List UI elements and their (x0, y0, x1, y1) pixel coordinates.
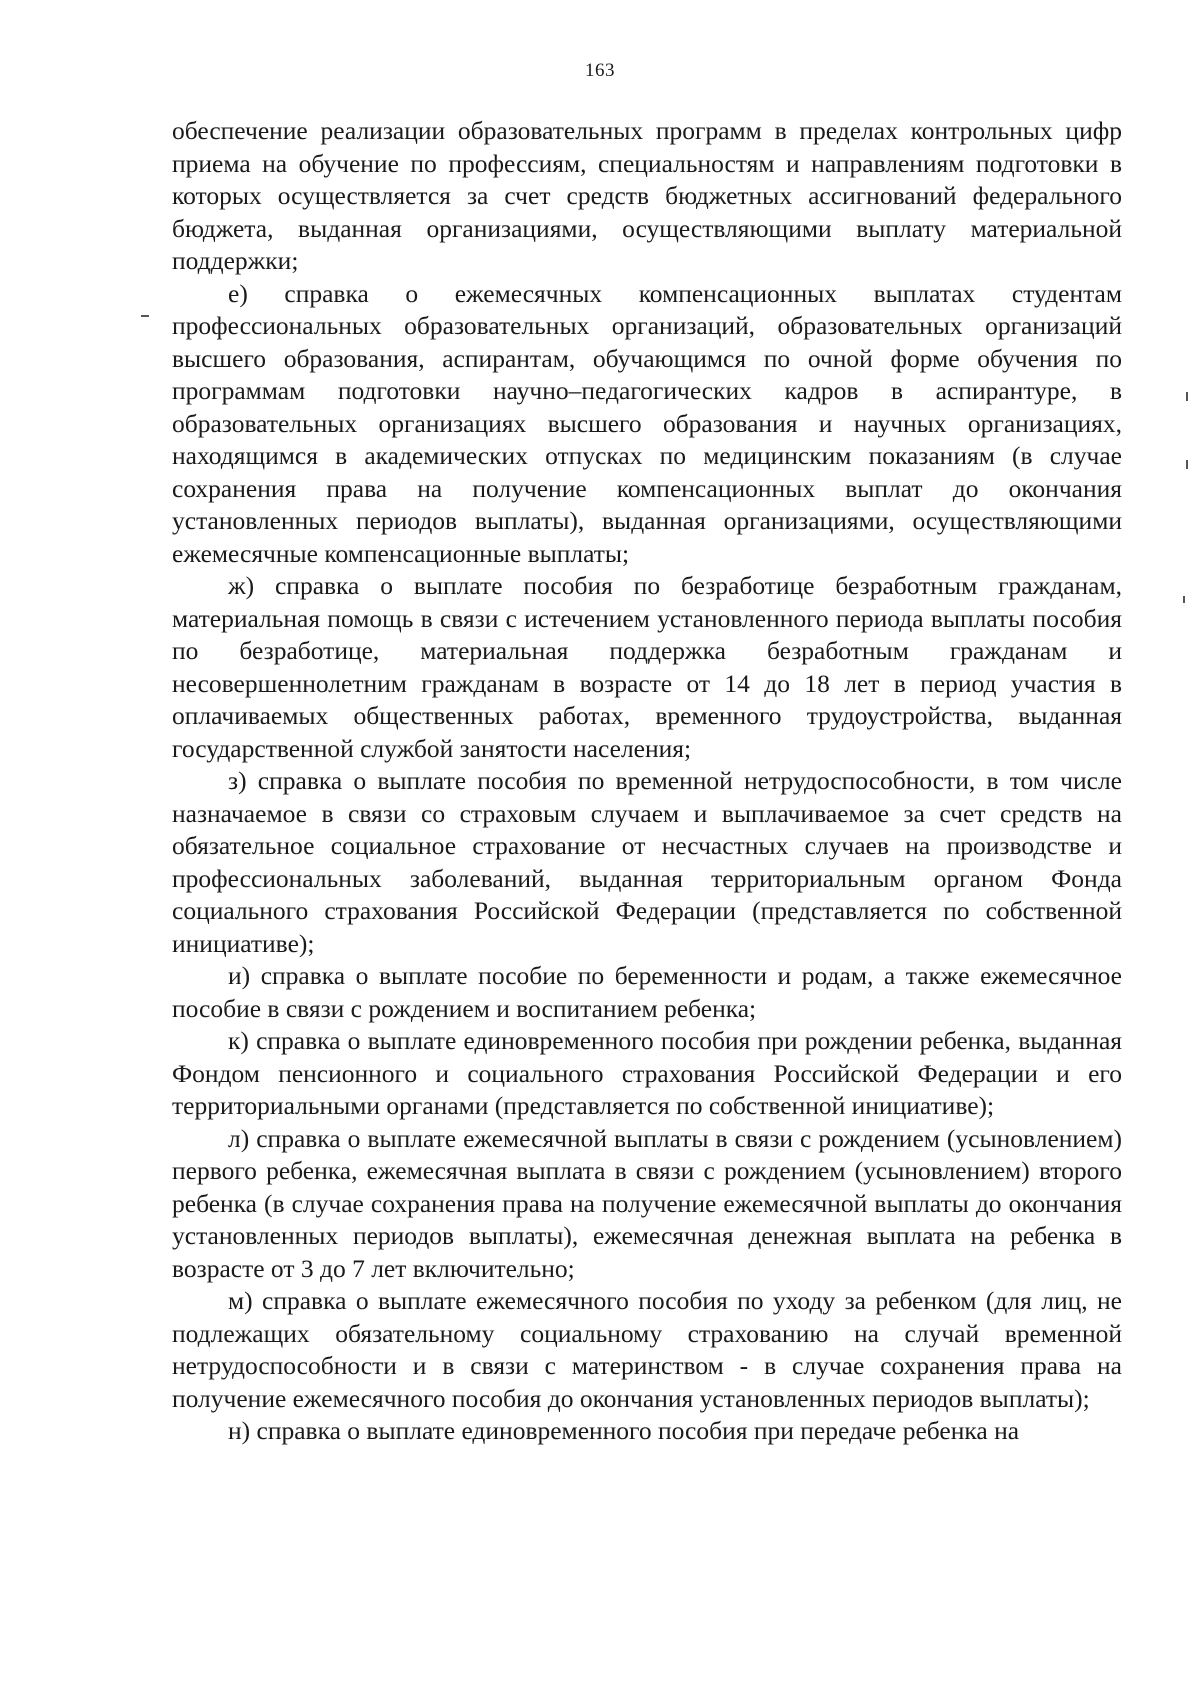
scan-artifact-mark (1186, 392, 1188, 401)
paragraph-item-l: л) справка о выплате ежемесячной выплаты в связи с рождением (усыновлением) первого ребенка, ежемесячная выплата в связи с рождением (усыновлением) второго ребенка (в случае сохранения права на получение ежемесячной выплаты до окончания установленных периодов выплаты), ежемесячная денежная выплата на ребенка в возрасте от 3 до 7 лет включительно; (172, 1123, 1122, 1283)
page-number: 163 (585, 60, 615, 81)
paragraph-item-i: и) справка о выплате пособие по беременности и родам, а также ежемесячное пособие в связи с рождением и воспитанием ребенка; (172, 961, 1122, 1023)
paragraph-item-z: з) справка о выплате пособия по временной нетрудоспособности, в том числе назначаемое в связи со страховым случаем и выплачиваемое за счет средств на обязательное социальное страхование от несчастных случаев на производстве и профессиональных заболеваний, выданная территориальным органом Фонда социального страхования Российской Федерации (представляется по собственной инициативе); (172, 766, 1122, 958)
scan-artifact-mark (1186, 460, 1188, 469)
scan-artifact-mark (141, 315, 149, 317)
document-body (172, 115, 1122, 1448)
paragraph-item-k: к) справка о выплате единовременного пособия при рождении ребенка, выданная Фондом пенсионного и социального страхования Российской Федерации и его территориальными органами (представляется по собственной инициативе); (172, 1026, 1122, 1120)
paragraph-item-e: е) справка о ежемесячных компенсационных выплатах студентам профессиональных образовательных организаций, образовательных организаций высшего образования, аспирантам, обучающимся по очной форме обучения по программам подготовки научно–педагогических кадров в аспирантуре, в образовательных организациях высшего образования и научных организациях, находящимся в академических отпусках по медицинским показаниям (в случае сохранения права на получение компенсационных выплат до окончания установленных периодов выплаты), выданная организациями, осуществляющими ежемесячные компенсационные выплаты; (172, 278, 1122, 568)
paragraph-continuation: обеспечение реализации образовательных программ в пределах контрольных цифр приема на обучение по профессиям, специальностям и направлениям подготовки в которых осуществляется за счет средств бюджетных ассигнований федерального бюджета, выданная организациями, осуществляющими выплату материальной поддержки; (172, 116, 1122, 275)
paragraph-item-zh: ж) справка о выплате пособия по безработице безработным гражданам, материальная помощь в связи с истечением установленного периода выплаты пособия по безработице, материальная поддержка безработным гражданам и несовершеннолетним гражданам в возрасте от 14 до 18 лет в период участия в оплачиваемых общественных работах, временного трудоустройства, выданная государственной службой занятости населения; (172, 571, 1122, 763)
paragraph-item-m: м) справка о выплате ежемесячного пособия по уходу за ребенком (для лиц, не подлежащих обязательному социальному страхованию на случай временной нетрудоспособности и в связи с материнством - в случае сохранения права на получение ежемесячного пособия до окончания установленных периодов выплаты); (172, 1286, 1122, 1413)
scan-artifact-mark (1183, 596, 1185, 603)
paragraph-item-n: н) справка о выплате единовременного пособия при передаче ребенка на (228, 1416, 1020, 1445)
